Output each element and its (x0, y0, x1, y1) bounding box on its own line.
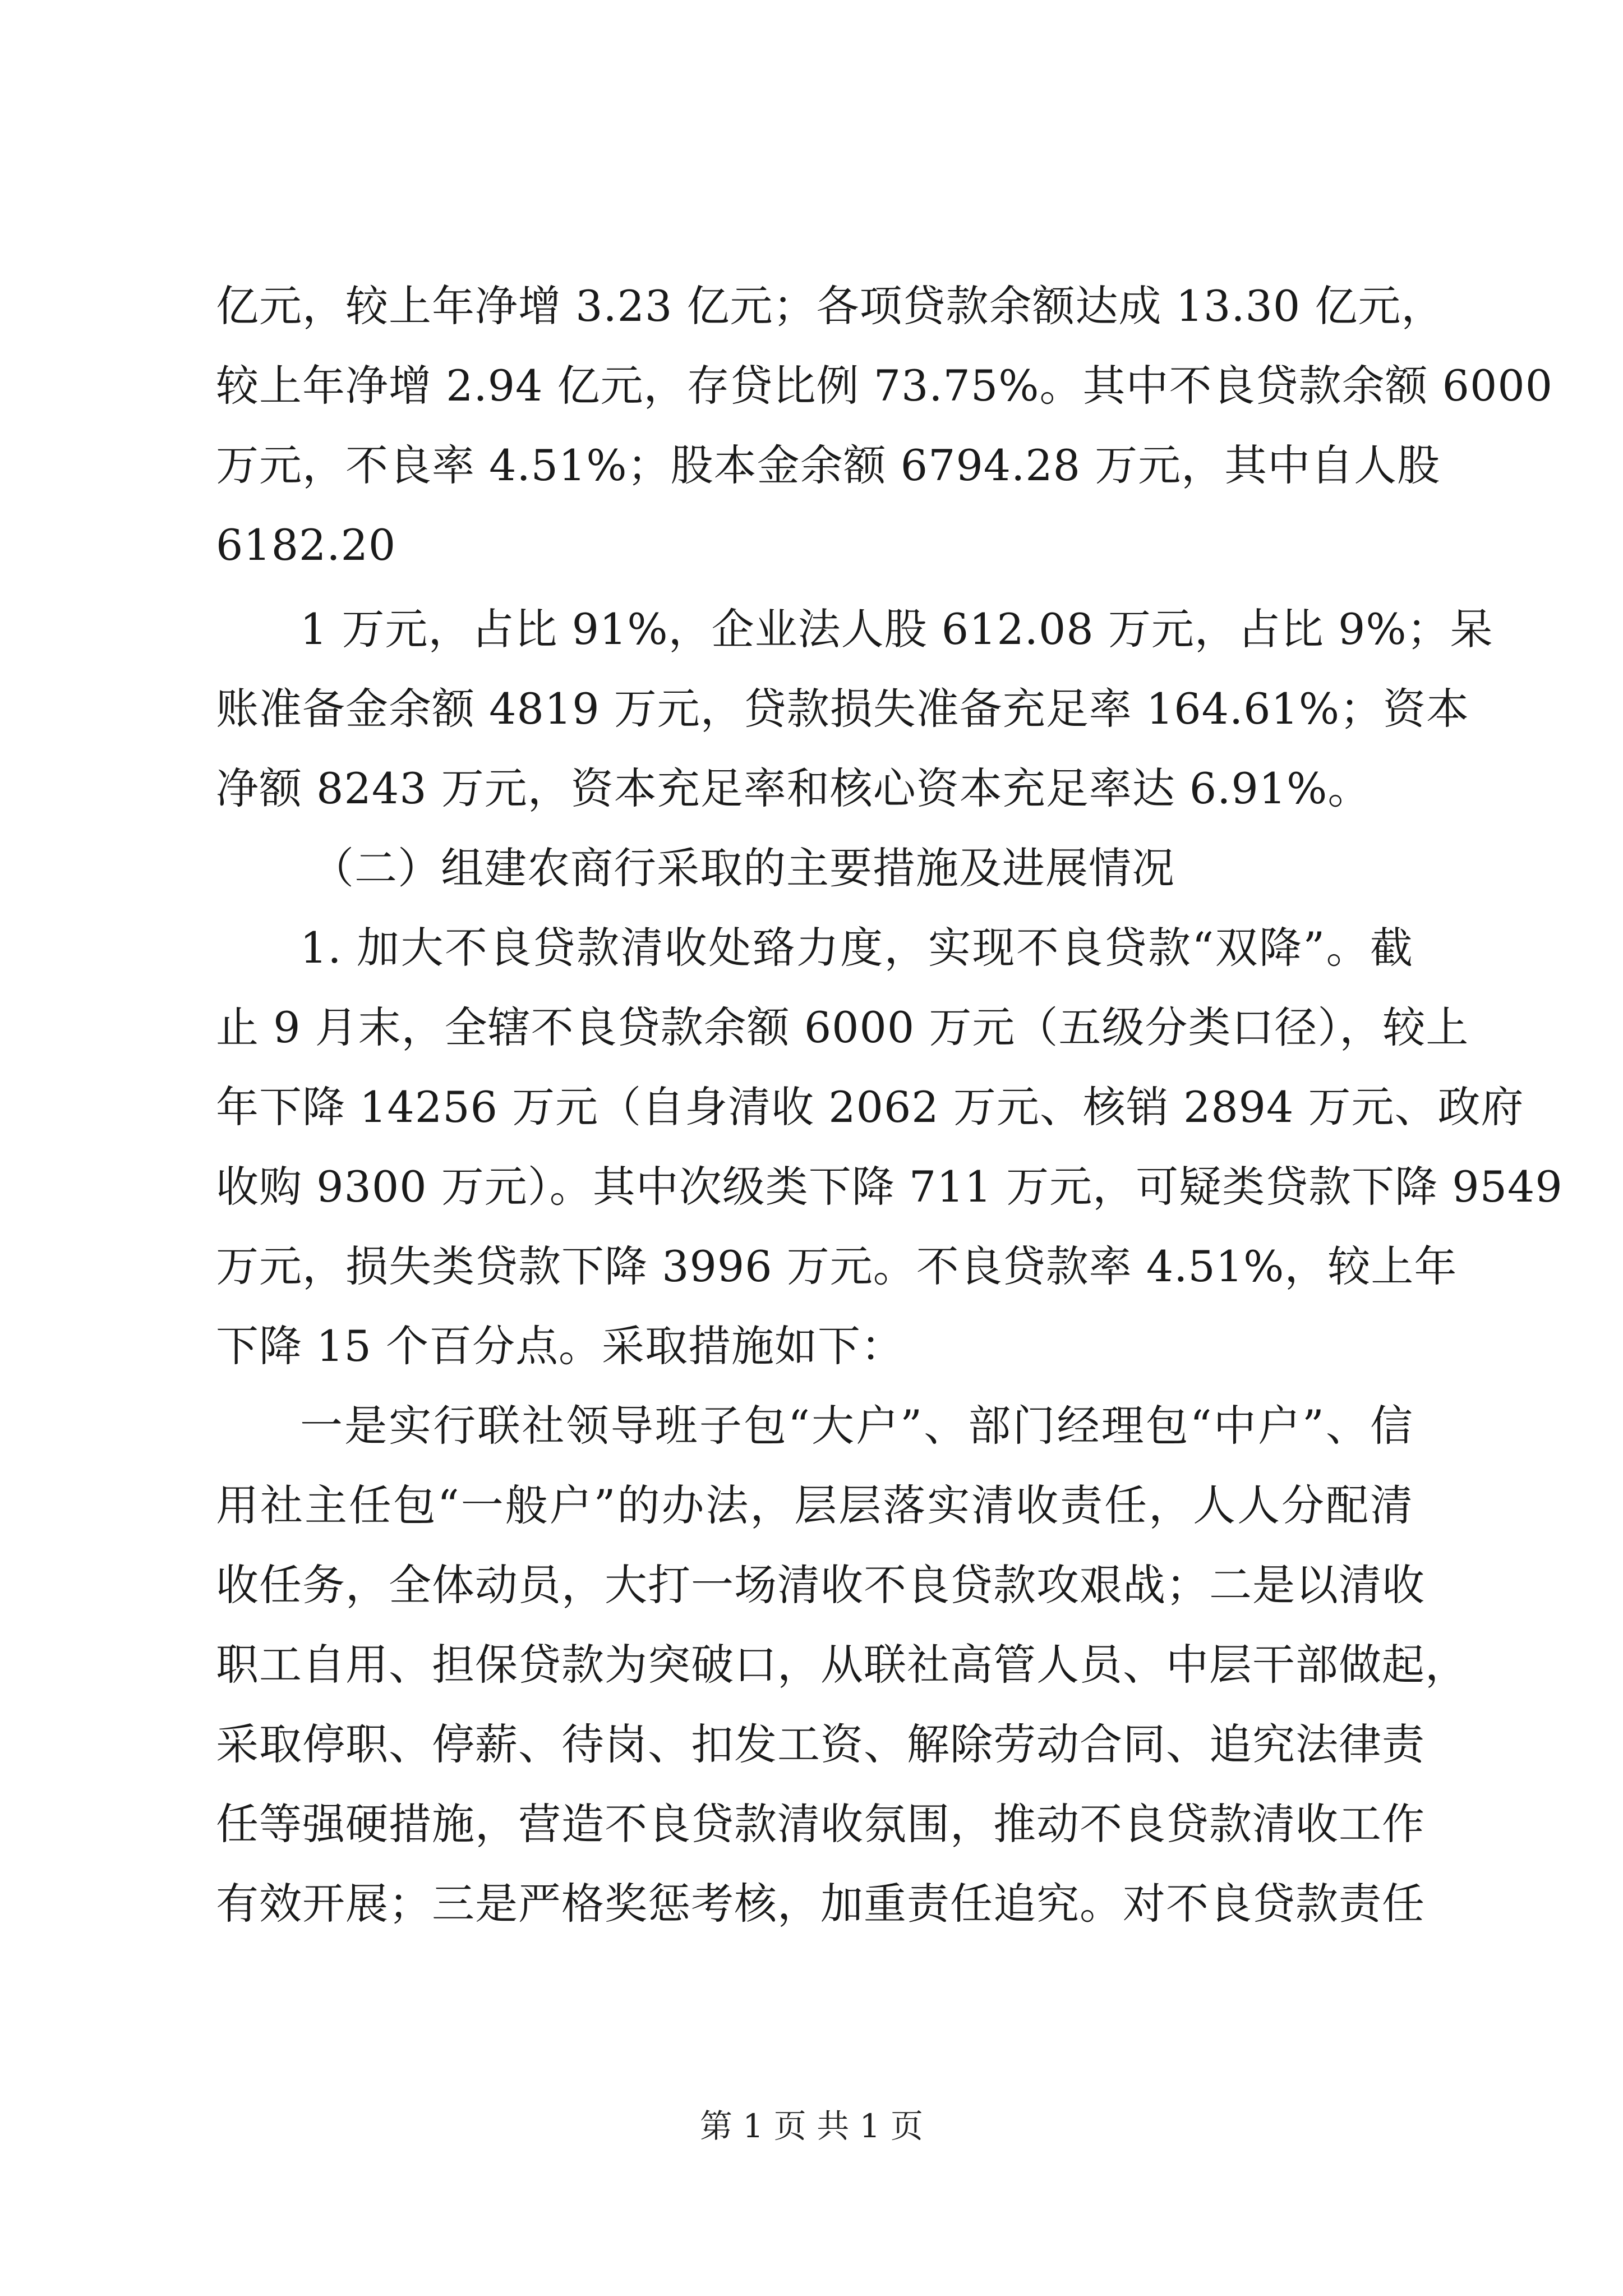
text-line: 1. 加大不良贷款清收处臵力度，实现不良贷款“双降”。截 (300, 923, 1413, 973)
text-line: 一是实行联社领导班子包“大户”、部门经理包“中户”、信 (300, 1401, 1413, 1451)
page-number-footer: 第 1 页 共 1 页 (700, 2107, 923, 2145)
text-line: 账准备金余额 4819 万元，贷款损失准备充足率 164.61%；资本 (216, 684, 1470, 734)
document-body (216, 266, 1563, 1944)
text-line: 较上年净增 2.94 亿元，存贷比例 73.75%。其中不良贷款余额 6000 (216, 361, 1553, 411)
text-line: 亿元，较上年净增 3.23 亿元；各项贷款余额达成 13.30 亿元， (216, 281, 1445, 331)
section-heading: （二）组建农商行采取的主要措施及进展情况 (311, 843, 1175, 893)
text-line: 采取停职、停薪、待岗、扣发工资、解除劳动合同、追究法律责 (216, 1719, 1425, 1769)
text-line: 净额 8243 万元，资本充足率和核心资本充足率达 6.91%。 (216, 763, 1371, 813)
text-line: 年下降 14256 万元（自身清收 2062 万元、核销 2894 万元、政府 (216, 1082, 1524, 1132)
text-line: 止 9 月末，全辖不良贷款余额 6000 万元（五级分类口径），较上 (216, 1002, 1469, 1052)
text-line: 用社主任包“一般户”的办法，层层落实清收责任，人人分配清 (216, 1480, 1413, 1530)
text-line: 收任务，全体动员，大打一场清收不良贷款攻艰战；二是以清收 (216, 1560, 1425, 1610)
text-line: 下降 15 个百分点。采取措施如下： (216, 1321, 905, 1371)
text-line: 万元，不良率 4.51%；股本金余额 6794.28 万元，其中自人股 (216, 440, 1441, 490)
text-line: 1 万元，占比 91%，企业法人股 612.08 万元，占比 9%；呆 (300, 604, 1493, 654)
text-line: 任等强硬措施，营造不良贷款清收氛围，推动不良贷款清收工作 (216, 1799, 1425, 1849)
text-line: 6182.20 (216, 520, 396, 570)
text-line: 收购 9300 万元）。其中次级类下降 711 万元，可疑类贷款下降 9549 (216, 1162, 1563, 1212)
text-line: 万元，损失类贷款下降 3996 万元。不良贷款率 4.51%，较上年 (216, 1241, 1458, 1291)
text-line: 职工自用、担保贷款为突破口，从联社高管人员、中层干部做起， (216, 1640, 1468, 1690)
text-line: 有效开展；三是严格奖惩考核，加重责任追究。对不良贷款责任 (216, 1879, 1425, 1929)
